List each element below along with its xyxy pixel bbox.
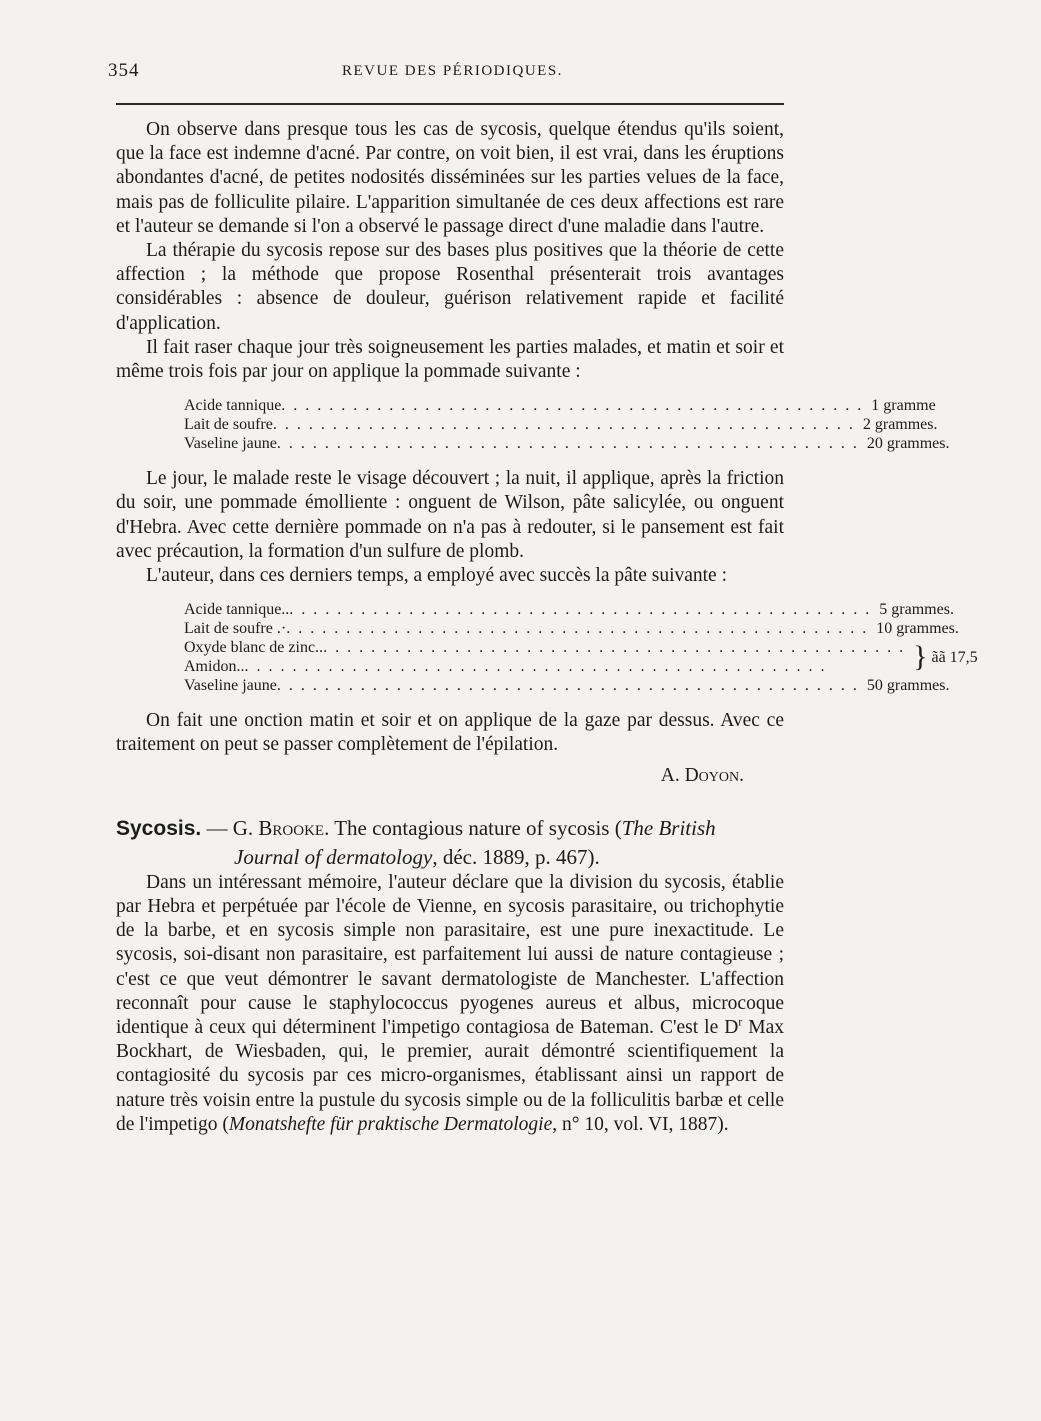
running-head: REVUE DES PÉRIODIQUES.	[342, 63, 563, 79]
journal-name: Journal of dermatology	[234, 844, 433, 869]
superscript: r	[738, 1014, 743, 1029]
recipe-group-names	[184, 638, 905, 676]
ingredient-name: Amidon..	[184, 658, 245, 676]
recipe-row	[184, 676, 950, 695]
ingredient-quantity: 50 grammes.	[866, 677, 950, 695]
article-title-text: . The contagious nature of sycosis (	[324, 815, 622, 840]
recipe-row	[184, 638, 905, 657]
paragraph: L'auteur, dans ces derniers temps, a employé avec succès la pâte suivante :	[146, 565, 728, 587]
ingredient-quantity: 5 grammes.	[879, 601, 954, 619]
signature: A. Doyon.	[660, 764, 744, 786]
paragraph: On fait une onction matin et soir et on applique de la gaze par dessus. Avec ce traitement on peut se passer complètement de l'épilation.	[116, 710, 784, 756]
citation: , déc. 1889, p. 467).	[432, 844, 600, 869]
paragraph-text: Dans un intéressant mémoire, l'auteur déclare que la division du sycosis, établie par Hebra et perpétuée par l'école de Vienne, en sycosis parasitaire, ou trichophytie de la barbe, et en sycosis simple non parasitaire, est une pure inexactitude. Le sycosis, soi-disant non parasitaire, est parfaitement lui aussi de nature contagieuse ; c'est ce que veut démontrer le savant dermatologiste de Manchester. L'affection reconnaît pour cause le staphylococcus pyogenes aureus et albus, microcoque identique à ceux qui déterminent l'impetigo contagiosa de Bateman. C'est le D	[116, 871, 784, 1039]
ingredient-name: Acide tannique	[184, 397, 282, 415]
article-heading-line2	[116, 843, 784, 871]
article-author: Brooke	[258, 815, 325, 840]
paragraph: Il fait raser chaque jour très soigneusement les parties malades, et matin et soir et même trois fois par jour on applique la pommade suivante :	[116, 336, 784, 383]
ingredient-name: Vaseline jaune	[184, 677, 277, 695]
recipe-row	[184, 415, 938, 434]
recipe-table	[184, 396, 950, 453]
article-heading	[116, 814, 784, 871]
recipe-row	[184, 619, 959, 638]
recipe-row	[184, 600, 954, 619]
paragraph	[116, 871, 784, 1137]
leader-dots	[289, 600, 871, 619]
ingredient-name: Lait de soufre .·	[184, 620, 287, 638]
recipe-table	[184, 600, 978, 695]
paragraph: Le jour, le malade reste le visage découvert ; la nuit, il applique, après la friction du soir, une pommade émolliente : onguent de Wilson, pâte salicylée, ou onguent d'Hebra. Avec cette dernière pommade on n'a pas à redouter, si le pansement est fait avec précaution, la formation d'un sulfure de plomb.	[116, 468, 784, 562]
grouping-brace: }	[913, 640, 928, 674]
leader-dots	[244, 657, 905, 676]
ingredient-name: Lait de soufre	[184, 416, 273, 434]
journal-name: Monatshefte für praktische Dermatologie	[228, 1113, 553, 1135]
paragraph-text: Max Bockhart, de Wiesbaden, qui, le premier, aurait démontré scientifiquement la contagiosité du sycosis par ces micro-organismes, établissant ainsi un rapport de nature très voisin entre la pustule du sycosis simple ou de la folliculitis barbæ et celle de l'impetigo (	[116, 1017, 784, 1135]
recipe-group	[184, 638, 978, 676]
ingredient-quantity: 20 grammes.	[866, 435, 950, 453]
leader-dots	[286, 619, 868, 638]
paragraph-text: , n° 10, vol. VI, 1887).	[552, 1113, 729, 1135]
paragraph: On observe dans presque tous les cas de sycosis, quelque étendus qu'ils soient, que la face est indemne d'acné. Par contre, on voit bien, il est vrai, dans les éruptions abondantes d'acné, de petites nodosités disséminées sur les parties velues de la face, mais pas de folliculite pilaire. L'apparition simultanée de ces deux affections est rare et l'auteur se demande si l'on a observé le passage direct d'une maladie dans l'autre.	[116, 119, 784, 237]
journal-name: The British	[621, 815, 716, 840]
ingredient-name: Oxyde blanc de zinc..	[184, 639, 324, 657]
leader-dots	[281, 396, 863, 415]
ingredient-quantity: ãã 17,5	[931, 648, 978, 666]
page-number: 354	[108, 60, 140, 81]
ingredient-name: Vaseline jaune	[184, 435, 277, 453]
page-header	[108, 60, 784, 86]
ingredient-quantity: 1 gramme	[871, 397, 936, 415]
leader-dots	[273, 415, 855, 434]
recipe-row	[184, 657, 905, 676]
leader-dots	[277, 676, 859, 695]
ingredient-name: Acide tannique..	[184, 601, 290, 619]
recipe-row	[184, 396, 936, 415]
ingredient-quantity: 10 grammes.	[876, 620, 959, 638]
leader-dots	[323, 638, 905, 657]
leader-dots	[277, 434, 859, 453]
article-subject: Sycosis.	[116, 816, 202, 840]
article-dash: — G.	[201, 815, 259, 840]
header-rule	[116, 103, 784, 105]
body-text	[116, 118, 978, 1137]
recipe-row	[184, 434, 950, 453]
ingredient-quantity: 2 grammes.	[862, 416, 938, 434]
paragraph: La thérapie du sycosis repose sur des bases plus positives que la théorie de cette affection ; la méthode que propose Rosenthal présenterait trois avantages considérables : absence de douleur, guérison relativement rapide et facilité d'application.	[116, 240, 784, 334]
